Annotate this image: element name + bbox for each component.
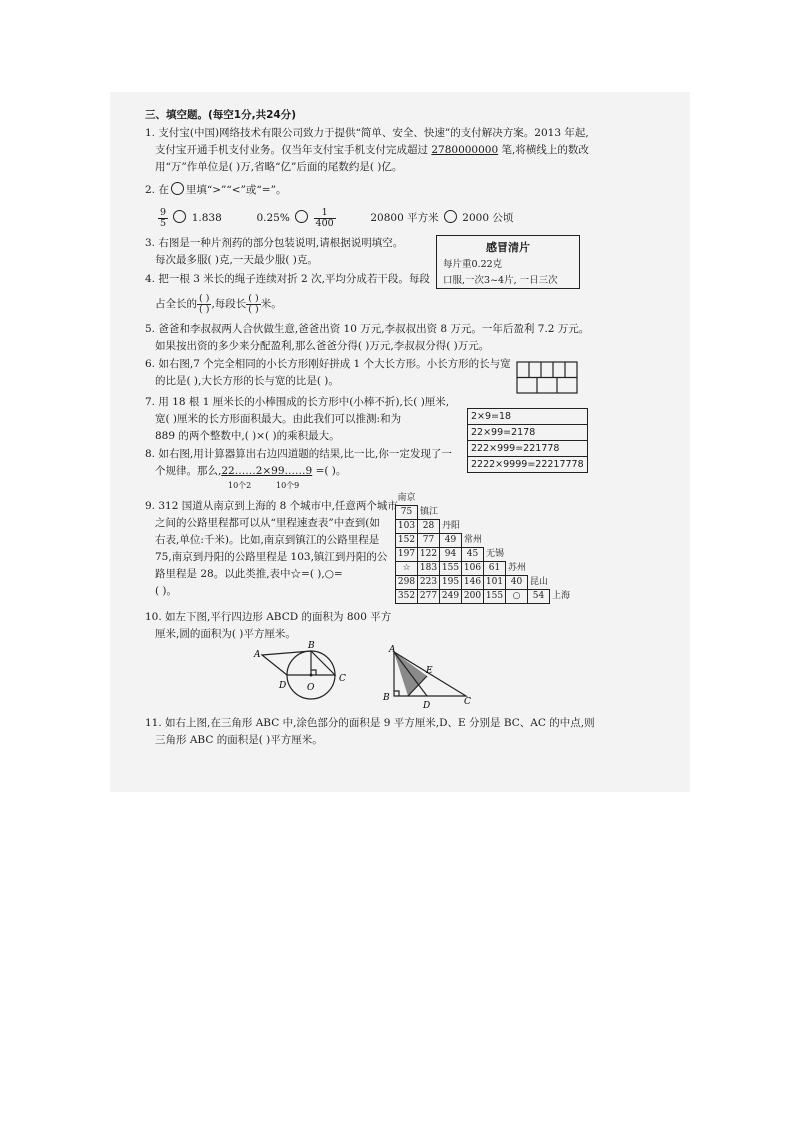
mileage-cell: 49 bbox=[440, 534, 462, 548]
compare-circle-icon bbox=[171, 182, 184, 195]
q8-expression: 22……2×99……9 bbox=[221, 465, 313, 477]
mileage-cell: 249 bbox=[440, 590, 462, 604]
q6-line2: 的比是( ),大长方形的长与宽的比是( )。 bbox=[155, 375, 339, 387]
q11-line2: 三角形 ABC 的面积是( )平方厘米。 bbox=[155, 734, 323, 746]
mileage-cell: 277 bbox=[418, 590, 440, 604]
mileage-cell: 155 bbox=[440, 562, 462, 576]
q5-line1: 5. 爸爸和李叔叔两人合伙做生意,爸爸出资 10 万元,李叔叔出资 8 万元。一年后盈利 7.2 万元。 bbox=[145, 323, 590, 335]
compare-circle-icon bbox=[444, 210, 457, 223]
label-B: B bbox=[383, 693, 390, 703]
mileage-cell: 94 bbox=[440, 548, 462, 562]
calc-row: 2222×9999=22217778 bbox=[468, 457, 588, 473]
fraction-1-400: $\frac{1}{400}$ bbox=[315, 206, 334, 229]
label-D: D bbox=[423, 701, 431, 710]
city-label: 南京 bbox=[397, 493, 416, 503]
label-E: E bbox=[426, 666, 433, 676]
mileage-cell: 54 bbox=[528, 590, 550, 604]
label-A: A bbox=[254, 650, 261, 660]
calculator-pattern-table bbox=[467, 408, 588, 473]
mileage-cell: 61 bbox=[484, 562, 506, 576]
mileage-cell-circle: ○ bbox=[506, 590, 528, 604]
q6-line1: 6. 如右图,7 个完全相同的小长方形刚好拼成 1 个大长方形。小长方形的长与宽 bbox=[145, 358, 511, 370]
mileage-cell: 298 bbox=[396, 576, 418, 590]
q5-line2: 如果按出资的多少来分配盈利,那么爸爸分得( )万元,李叔叔分得( )万元。 bbox=[155, 340, 490, 352]
q8-under-label-9: 10个9 bbox=[276, 481, 300, 490]
city-label: 无锡 bbox=[486, 548, 505, 559]
q8-line1: 8. 如右图,用计算器算出右边四道题的结果,比一比,你一定发现了一 bbox=[145, 448, 452, 460]
section-title: 三、填空题。(每空1分,共24分) bbox=[145, 109, 297, 121]
mileage-cell: 75 bbox=[396, 506, 418, 520]
q4-line1: 4. 把一根 3 米长的绳子连续对折 2 次,平均分成若干段。每段 bbox=[145, 273, 430, 285]
mileage-cell: 152 bbox=[396, 534, 418, 548]
medicine-label-weight: 每片重0.22克 bbox=[443, 259, 503, 270]
city-label: 镇江 bbox=[420, 506, 439, 517]
q10-line1: 10. 如左下图,平行四边形 ABCD 的面积为 800 平方 bbox=[145, 611, 392, 623]
label-A: A bbox=[389, 645, 396, 655]
mileage-cell: 122 bbox=[418, 548, 440, 562]
medicine-label-dosage: 口服,一次3~4片, 一日三次 bbox=[443, 275, 558, 286]
mileage-cell: 352 bbox=[396, 590, 418, 604]
city-label: 丹阳 bbox=[442, 520, 461, 531]
q7-line2: 宽( )厘米的长方形面积最大。由此我们可以推测:和为 bbox=[155, 413, 402, 425]
compare-circle-icon bbox=[295, 210, 308, 223]
q10-line2: 厘米,圆的面积为( )平方厘米。 bbox=[155, 628, 296, 640]
city-label: 昆山 bbox=[530, 576, 549, 587]
compare-circle-icon bbox=[173, 210, 186, 223]
mileage-cell: 77 bbox=[418, 534, 440, 548]
city-label: 上海 bbox=[552, 591, 571, 601]
q9-line4: 75,南京到丹阳的公路里程是 103,镇江到丹阳的公 bbox=[155, 551, 388, 563]
q8-line2: 个规律。那么,22……2×99……9 =( )。 bbox=[155, 465, 347, 477]
q9-line2: 之间的公路里程都可以从“里程速查表”中查到(如 bbox=[155, 517, 380, 529]
city-label: 苏州 bbox=[508, 562, 527, 573]
medicine-label-title: 感冒清片 bbox=[486, 241, 530, 254]
calc-row: 22×99=2178 bbox=[468, 425, 588, 441]
label-C: C bbox=[339, 674, 346, 684]
q4-line2: 占全长的 $\frac{( )}{( )}$ ,每段长 $\frac{( )}{( )}$ 米。 bbox=[155, 292, 282, 315]
calc-row: 2×9=18 bbox=[468, 409, 588, 425]
q7-line3: 889 的两个整数中,( )×( )的乘积最大。 bbox=[155, 430, 340, 442]
q4-fraction-blank-2: $\frac{( )}{( )}$ bbox=[248, 292, 259, 315]
mileage-cell: 40 bbox=[506, 576, 528, 590]
mileage-cell: 195 bbox=[440, 576, 462, 590]
medicine-label-box bbox=[436, 235, 580, 289]
mileage-cell: 103 bbox=[396, 520, 418, 534]
q1-underlined-number: 2780000000 bbox=[431, 144, 499, 156]
rectangle-tiling-figure bbox=[516, 361, 580, 395]
mileage-cell: 28 bbox=[418, 520, 440, 534]
triangle-shaded-figure bbox=[380, 642, 475, 710]
mileage-cell: 183 bbox=[418, 562, 440, 576]
fraction-9-5: $\frac{9}{5}$ bbox=[160, 206, 167, 229]
q11-line1: 11. 如右上图,在三角形 ABC 中,涂色部分的面积是 9 平方厘米,D、E 分别是 BC、AC 的中点,则 bbox=[145, 717, 595, 729]
q4-fraction-blank-1: $\frac{( )}{( )}$ bbox=[199, 292, 210, 315]
q8-under-label-2: 10个2 bbox=[228, 481, 252, 490]
label-D: D bbox=[279, 681, 287, 691]
q1-line1: 1. 支付宝(中国)网络技术有限公司致力于提供“简单、安全、快速”的支付解决方案。2013 年起, bbox=[145, 127, 589, 139]
q3-line1: 3. 右图是一种片剂药的部分包装说明,请根据说明填空。 bbox=[145, 237, 404, 249]
mileage-cell: 197 bbox=[396, 548, 418, 562]
q2-line1: 2. 在 里填“>”“<”或“=”。 bbox=[145, 184, 287, 196]
city-label: 常州 bbox=[464, 534, 483, 545]
label-O: O bbox=[307, 683, 315, 693]
mileage-cell: 200 bbox=[462, 590, 484, 604]
mileage-cell-star: ☆ bbox=[396, 562, 418, 576]
label-B: B bbox=[308, 641, 315, 651]
calc-row: 222×999=221778 bbox=[468, 441, 588, 457]
q9-line6: ( )。 bbox=[155, 585, 178, 597]
mileage-cell: 223 bbox=[418, 576, 440, 590]
q9-line3: 右表,单位:千米)。比如,南京到镇江的公路里程是 bbox=[155, 534, 380, 546]
q3-line2: 每次最多服( )克,一天最少服( )克。 bbox=[155, 254, 318, 266]
q1-line2: 支付宝开通手机支付业务。仅当年支付宝手机支付完成超过 2780000000 笔,将横线上的数改 bbox=[155, 144, 589, 156]
q1-line3: 用“万”作单位是( )万,省略“亿”后面的尾数约是( )亿。 bbox=[155, 161, 403, 173]
mileage-cell: 106 bbox=[462, 562, 484, 576]
mileage-lookup-table bbox=[395, 492, 573, 604]
q2-items: $\frac{9}{5}$ 1.838 0.25% $\frac{1}{400}$ 20800 平方米 2000 公顷 bbox=[160, 206, 514, 229]
mileage-cell: 146 bbox=[462, 576, 484, 590]
q9-line5: 路里程是 28。以此类推,表中☆=( ),○= bbox=[155, 568, 343, 580]
mileage-cell: 45 bbox=[462, 548, 484, 562]
mileage-cell: 155 bbox=[484, 590, 506, 604]
mileage-cell: 101 bbox=[484, 576, 506, 590]
q7-line1: 7. 用 18 根 1 厘米长的小棒围成的长方形中(小棒不折),长( )厘米, bbox=[145, 396, 450, 408]
q9-line1: 9. 312 国道从南京到上海的 8 个城市中,任意两个城市 bbox=[145, 500, 398, 512]
label-C: C bbox=[464, 697, 471, 707]
parallelogram-circle-figure bbox=[248, 640, 358, 702]
